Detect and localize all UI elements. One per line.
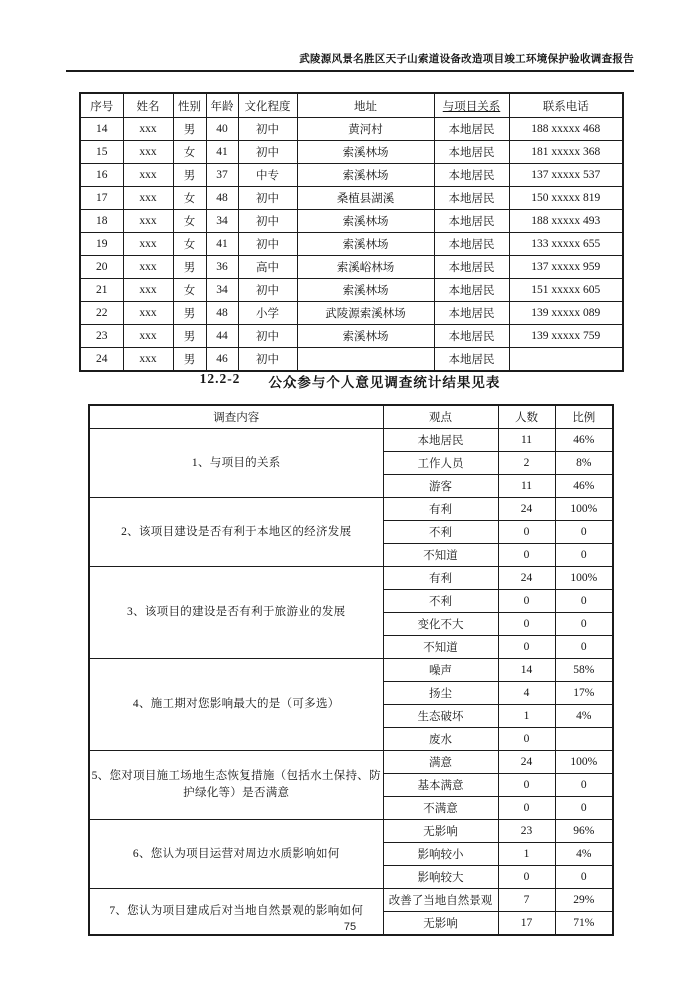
table1-cell-col6: 本地居民 — [434, 348, 509, 372]
survey-question: 5、您对项目施工场地生态恢复措施（包括水土保持、防护绿化等）是否满意 — [89, 751, 383, 820]
table-row — [80, 233, 623, 256]
participants-table — [79, 92, 624, 372]
table1-header-3: 年龄 — [206, 93, 238, 118]
table1-cell-col7: 133 xxxxx 655 — [509, 233, 623, 256]
survey-viewpoint: 生态破坏 — [383, 705, 498, 728]
table1-cell-col5: 索溪林场 — [297, 325, 434, 348]
page-number: 75 — [343, 921, 357, 933]
table1-cell-col0: 19 — [80, 233, 123, 256]
table1-cell-col2: 女 — [173, 279, 206, 302]
survey-ratio: 100% — [555, 498, 613, 521]
survey-row — [89, 820, 613, 843]
survey-ratio — [555, 728, 613, 751]
survey-ratio: 100% — [555, 567, 613, 590]
survey-count: 0 — [498, 636, 555, 659]
table1-cell-col5: 索溪峪林场 — [297, 256, 434, 279]
table1-header-6: 与项目关系 — [434, 93, 509, 118]
table1-cell-col3: 41 — [206, 141, 238, 164]
table1-cell-col2: 女 — [173, 233, 206, 256]
survey-count: 0 — [498, 797, 555, 820]
survey-viewpoint: 无影响 — [383, 820, 498, 843]
table1-header-0: 序号 — [80, 93, 123, 118]
table2-header-2: 人数 — [498, 405, 555, 429]
table1-cell-col7: 188 xxxxx 468 — [509, 118, 623, 141]
survey-ratio: 0 — [555, 797, 613, 820]
table1-cell-col0: 15 — [80, 141, 123, 164]
survey-viewpoint: 不利 — [383, 521, 498, 544]
table1-cell-col7 — [509, 348, 623, 372]
table1-cell-col3: 40 — [206, 118, 238, 141]
table1-cell-col1: xxx — [123, 325, 173, 348]
survey-count: 0 — [498, 544, 555, 567]
survey-ratio: 71% — [555, 912, 613, 936]
table1-cell-col3: 44 — [206, 325, 238, 348]
survey-viewpoint: 不利 — [383, 590, 498, 613]
table1-cell-col0: 24 — [80, 348, 123, 372]
table1-cell-col1: xxx — [123, 348, 173, 372]
table1-cell-col2: 女 — [173, 187, 206, 210]
table1-cell-col4: 小学 — [238, 302, 297, 325]
survey-count: 4 — [498, 682, 555, 705]
survey-question: 2、该项目建设是否有利于本地区的经济发展 — [89, 498, 383, 567]
table1-cell-col0: 16 — [80, 164, 123, 187]
table1-cell-col6: 本地居民 — [434, 187, 509, 210]
document-header-title: 武陵源风景名胜区天子山索道设备改造项目竣工环境保护验收调查报告 — [299, 54, 634, 65]
survey-viewpoint: 变化不大 — [383, 613, 498, 636]
survey-ratio: 4% — [555, 843, 613, 866]
table1-cell-col4: 初中 — [238, 348, 297, 372]
table1-header-1: 姓名 — [123, 93, 173, 118]
table1-cell-col7: 139 xxxxx 089 — [509, 302, 623, 325]
survey-viewpoint: 不知道 — [383, 636, 498, 659]
survey-count: 14 — [498, 659, 555, 682]
table1-cell-col4: 中专 — [238, 164, 297, 187]
table-row — [80, 141, 623, 164]
table1-cell-col2: 男 — [173, 118, 206, 141]
survey-viewpoint: 改善了当地自然景观 — [383, 889, 498, 912]
table1-cell-col1: xxx — [123, 210, 173, 233]
table1-cell-col5: 武陵源索溪林场 — [297, 302, 434, 325]
table1-cell-col4: 初中 — [238, 279, 297, 302]
survey-question: 4、施工期对您影响最大的是（可多选） — [89, 659, 383, 751]
table1-cell-col4: 初中 — [238, 187, 297, 210]
table1-cell-col2: 女 — [173, 141, 206, 164]
survey-ratio: 8% — [555, 452, 613, 475]
table1-cell-col7: 188 xxxxx 493 — [509, 210, 623, 233]
survey-count: 11 — [498, 475, 555, 498]
survey-count: 24 — [498, 751, 555, 774]
survey-count: 24 — [498, 498, 555, 521]
table2-header-3: 比例 — [555, 405, 613, 429]
caption-number: 12.2-2 — [199, 371, 241, 386]
survey-viewpoint: 工作人员 — [383, 452, 498, 475]
survey-table-header — [89, 405, 613, 429]
survey-ratio: 46% — [555, 475, 613, 498]
survey-viewpoint: 扬尘 — [383, 682, 498, 705]
table1-cell-col0: 14 — [80, 118, 123, 141]
table1-cell-col7: 137 xxxxx 959 — [509, 256, 623, 279]
survey-viewpoint: 不知道 — [383, 544, 498, 567]
survey-table-caption — [0, 371, 700, 391]
table-row — [80, 187, 623, 210]
table1-cell-col5: 黄河村 — [297, 118, 434, 141]
table1-cell-col6: 本地居民 — [434, 233, 509, 256]
table1-cell-col3: 36 — [206, 256, 238, 279]
table-row — [80, 348, 623, 372]
survey-viewpoint: 本地居民 — [383, 429, 498, 452]
table1-cell-col7: 137 xxxxx 537 — [509, 164, 623, 187]
caption-text: 公众参与个人意见调查统计结果见表 — [268, 375, 501, 390]
survey-ratio: 96% — [555, 820, 613, 843]
survey-question: 6、您认为项目运营对周边水质影响如何 — [89, 820, 383, 889]
table1-cell-col5: 索溪林场 — [297, 233, 434, 256]
survey-viewpoint: 无影响 — [383, 912, 498, 936]
table1-cell-col6: 本地居民 — [434, 210, 509, 233]
table1-cell-col0: 22 — [80, 302, 123, 325]
table1-header-4: 文化程度 — [238, 93, 297, 118]
table1-cell-col7: 181 xxxxx 368 — [509, 141, 623, 164]
table1-cell-col1: xxx — [123, 141, 173, 164]
survey-count: 0 — [498, 728, 555, 751]
survey-row — [89, 889, 613, 912]
table1-cell-col3: 48 — [206, 187, 238, 210]
table1-cell-col2: 男 — [173, 164, 206, 187]
table1-cell-col1: xxx — [123, 164, 173, 187]
table1-cell-col4: 初中 — [238, 141, 297, 164]
table-row — [80, 118, 623, 141]
survey-viewpoint: 噪声 — [383, 659, 498, 682]
survey-count: 17 — [498, 912, 555, 936]
table1-cell-col2: 男 — [173, 256, 206, 279]
survey-results-table — [88, 404, 614, 936]
survey-question: 7、您认为项目建成后对当地自然景观的影响如何 — [89, 889, 383, 936]
survey-ratio: 4% — [555, 705, 613, 728]
table1-cell-col5: 索溪林场 — [297, 210, 434, 233]
survey-count: 2 — [498, 452, 555, 475]
table1-cell-col5 — [297, 348, 434, 372]
table1-cell-col1: xxx — [123, 118, 173, 141]
table1-cell-col4: 初中 — [238, 118, 297, 141]
survey-ratio: 0 — [555, 590, 613, 613]
table1-cell-col1: xxx — [123, 279, 173, 302]
survey-count: 24 — [498, 567, 555, 590]
survey-ratio: 17% — [555, 682, 613, 705]
table1-cell-col4: 初中 — [238, 233, 297, 256]
survey-viewpoint: 有利 — [383, 567, 498, 590]
survey-count: 1 — [498, 705, 555, 728]
survey-count: 23 — [498, 820, 555, 843]
table1-cell-col5: 桑植县湖溪 — [297, 187, 434, 210]
survey-count: 11 — [498, 429, 555, 452]
survey-ratio: 100% — [555, 751, 613, 774]
table1-header-5: 地址 — [297, 93, 434, 118]
table1-cell-col0: 17 — [80, 187, 123, 210]
table-row — [80, 325, 623, 348]
survey-viewpoint: 影响较大 — [383, 866, 498, 889]
table1-cell-col5: 索溪林场 — [297, 141, 434, 164]
survey-table-body — [89, 429, 613, 936]
table1-header-7: 联系电话 — [509, 93, 623, 118]
survey-count: 0 — [498, 866, 555, 889]
table1-cell-col6: 本地居民 — [434, 118, 509, 141]
survey-row — [89, 751, 613, 774]
survey-viewpoint: 不满意 — [383, 797, 498, 820]
table1-cell-col2: 男 — [173, 348, 206, 372]
survey-count: 1 — [498, 843, 555, 866]
table1-cell-col7: 151 xxxxx 605 — [509, 279, 623, 302]
table1-cell-col1: xxx — [123, 302, 173, 325]
table1-cell-col6: 本地居民 — [434, 279, 509, 302]
survey-viewpoint: 影响较小 — [383, 843, 498, 866]
survey-count: 0 — [498, 590, 555, 613]
survey-ratio: 29% — [555, 889, 613, 912]
survey-header-row — [89, 405, 613, 429]
table1-cell-col0: 18 — [80, 210, 123, 233]
table1-cell-col2: 男 — [173, 325, 206, 348]
survey-ratio: 0 — [555, 636, 613, 659]
table1-cell-col3: 48 — [206, 302, 238, 325]
table1-cell-col7: 139 xxxxx 759 — [509, 325, 623, 348]
table2-header-1: 观点 — [383, 405, 498, 429]
table1-cell-col4: 初中 — [238, 210, 297, 233]
table1-cell-col2: 男 — [173, 302, 206, 325]
table1-cell-col1: xxx — [123, 187, 173, 210]
table1-cell-col6: 本地居民 — [434, 141, 509, 164]
table1-cell-col3: 34 — [206, 210, 238, 233]
survey-ratio: 46% — [555, 429, 613, 452]
survey-count: 0 — [498, 774, 555, 797]
table1-cell-col0: 20 — [80, 256, 123, 279]
table-row — [80, 279, 623, 302]
survey-row — [89, 659, 613, 682]
table1-cell-col1: xxx — [123, 233, 173, 256]
table1-cell-col0: 21 — [80, 279, 123, 302]
survey-count: 0 — [498, 613, 555, 636]
survey-ratio: 58% — [555, 659, 613, 682]
survey-question: 3、该项目的建设是否有利于旅游业的发展 — [89, 567, 383, 659]
table1-cell-col7: 150 xxxxx 819 — [509, 187, 623, 210]
table-row — [80, 210, 623, 233]
table1-cell-col5: 索溪林场 — [297, 164, 434, 187]
table2-header-0: 调查内容 — [89, 405, 383, 429]
survey-count: 7 — [498, 889, 555, 912]
survey-row — [89, 429, 613, 452]
table-row — [80, 256, 623, 279]
table1-header-2: 性别 — [173, 93, 206, 118]
survey-ratio: 0 — [555, 866, 613, 889]
survey-ratio: 0 — [555, 613, 613, 636]
table-row — [80, 164, 623, 187]
survey-viewpoint: 废水 — [383, 728, 498, 751]
table1-cell-col6: 本地居民 — [434, 256, 509, 279]
survey-viewpoint: 满意 — [383, 751, 498, 774]
survey-viewpoint: 基本满意 — [383, 774, 498, 797]
table-row — [80, 302, 623, 325]
table1-cell-col6: 本地居民 — [434, 302, 509, 325]
participants-table-body — [80, 118, 623, 372]
table1-cell-col3: 41 — [206, 233, 238, 256]
survey-ratio: 0 — [555, 521, 613, 544]
survey-count: 0 — [498, 521, 555, 544]
survey-viewpoint: 有利 — [383, 498, 498, 521]
table1-cell-col3: 37 — [206, 164, 238, 187]
table1-cell-col6: 本地居民 — [434, 164, 509, 187]
survey-ratio: 0 — [555, 544, 613, 567]
table1-cell-col6: 本地居民 — [434, 325, 509, 348]
survey-row — [89, 498, 613, 521]
table1-cell-col3: 46 — [206, 348, 238, 372]
table1-cell-col5: 索溪林场 — [297, 279, 434, 302]
participants-table-header — [80, 93, 623, 118]
survey-question: 1、与项目的关系 — [89, 429, 383, 498]
header-rule — [66, 70, 634, 72]
table1-cell-col1: xxx — [123, 256, 173, 279]
table1-cell-col4: 高中 — [238, 256, 297, 279]
table1-cell-col0: 23 — [80, 325, 123, 348]
table1-cell-col3: 34 — [206, 279, 238, 302]
table-header-row — [80, 93, 623, 118]
table1-cell-col2: 女 — [173, 210, 206, 233]
survey-row — [89, 567, 613, 590]
survey-ratio: 0 — [555, 774, 613, 797]
table1-cell-col4: 初中 — [238, 325, 297, 348]
survey-viewpoint: 游客 — [383, 475, 498, 498]
